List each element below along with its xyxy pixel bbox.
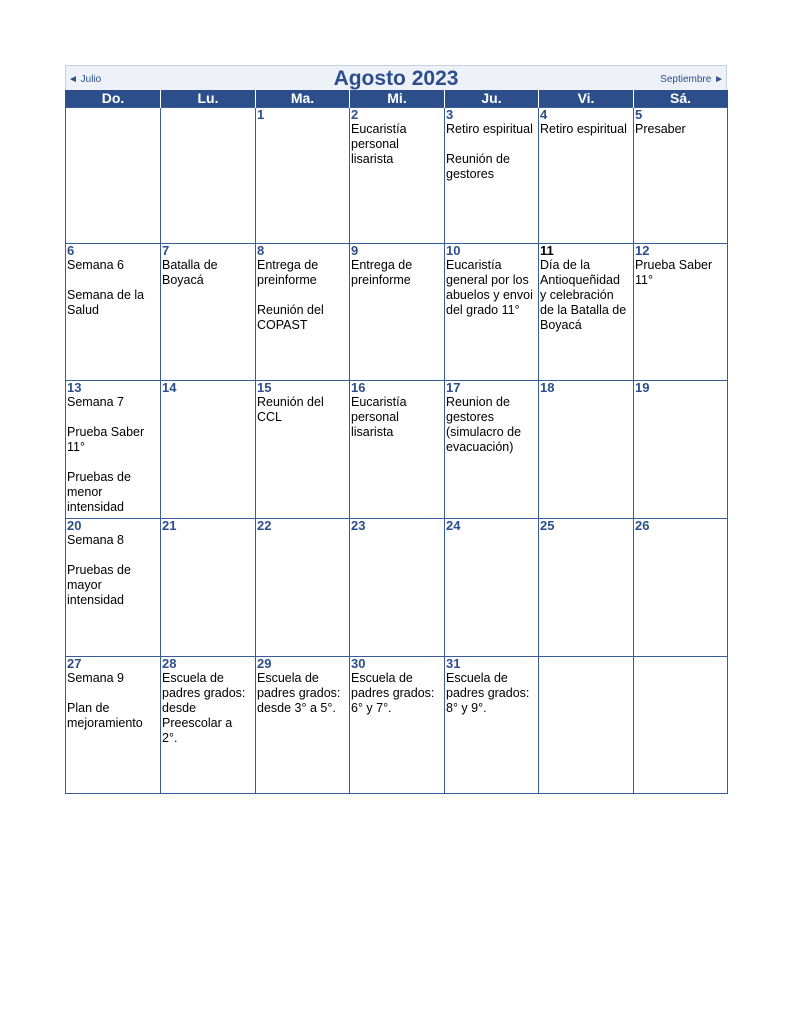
month-title: Agosto 2023: [333, 67, 459, 90]
event-text: Día de la Antioqueñidad y celebración de la Batalla de Boyacá: [540, 258, 627, 332]
weekday-wednesday: Mi.: [350, 90, 445, 108]
day-cell-27[interactable]: [66, 657, 161, 794]
day-cell-29[interactable]: [256, 657, 350, 794]
event-text: Entrega de preinforme: [351, 258, 413, 287]
event-text: Semana 7 Prueba Saber 11° Pruebas de menor intensidad: [67, 395, 145, 514]
day-cell-7[interactable]: [161, 244, 256, 381]
event-text: Escuela de padres grados: 6° y 7°.: [351, 671, 435, 715]
day-number: 14: [162, 380, 177, 395]
day-cell-5[interactable]: [634, 108, 728, 244]
day-cell-24[interactable]: [445, 519, 539, 657]
day-cell-19[interactable]: [634, 381, 728, 519]
day-number: 26: [635, 518, 650, 533]
day-cell-2[interactable]: [350, 108, 445, 244]
event-text: Escuela de padres grados: desde Preescolar a 2°.: [162, 671, 246, 745]
day-cell-30[interactable]: [350, 657, 445, 794]
weekday-header-row: [66, 90, 728, 108]
day-cell-28[interactable]: [161, 657, 256, 794]
day-cell-16[interactable]: [350, 381, 445, 519]
day-cell-12[interactable]: [634, 244, 728, 381]
day-number: 5: [635, 107, 643, 122]
day-number: 30: [351, 656, 366, 671]
weekday-saturday: Sá.: [634, 90, 728, 108]
event-text: Reunión del CCL: [257, 395, 324, 424]
calendar-grid: [65, 90, 728, 794]
event-text: Escuela de padres grados: 8° y 9°.: [446, 671, 530, 715]
day-cell-23[interactable]: [350, 519, 445, 657]
empty-day-cell: [539, 657, 634, 794]
week-row: [66, 244, 728, 381]
event-text: Retiro espiritual: [540, 122, 627, 136]
empty-day-cell: [66, 108, 161, 244]
event-text: Retiro espiritual Reunión de gestores: [446, 122, 533, 181]
weekday-thursday: Ju.: [445, 90, 539, 108]
event-text: Presaber: [635, 122, 686, 136]
empty-day-cell: [634, 657, 728, 794]
empty-day-cell: [161, 108, 256, 244]
day-number: 6: [67, 243, 75, 258]
day-number: 13: [67, 380, 82, 395]
day-cell-11[interactable]: [539, 244, 634, 381]
day-cell-22[interactable]: [256, 519, 350, 657]
day-number: 8: [257, 243, 265, 258]
day-cell-26[interactable]: [634, 519, 728, 657]
day-number: 11: [540, 243, 554, 258]
calendar-header: [65, 65, 727, 90]
prev-month-link[interactable]: ◄ Julio: [68, 74, 102, 85]
event-text: Semana 8 Pruebas de mayor intensidad: [67, 533, 131, 607]
weekday-friday: Vi.: [539, 90, 634, 108]
calendar: [65, 65, 727, 794]
day-number: 4: [540, 107, 548, 122]
week-row: [66, 519, 728, 657]
day-number: 15: [257, 380, 272, 395]
day-number: 17: [446, 380, 461, 395]
event-text: Reunion de gestores (simulacro de evacuación): [446, 395, 522, 454]
event-text: Batalla de Boyacá: [162, 258, 218, 287]
day-number: 31: [446, 656, 461, 671]
event-text: Semana 6 Semana de la Salud: [67, 258, 145, 317]
event-text: Eucaristía general por los abuelos y envoi del grado 11°: [446, 258, 533, 317]
day-cell-31[interactable]: [445, 657, 539, 794]
day-cell-8[interactable]: [256, 244, 350, 381]
event-text: Prueba Saber 11°: [635, 258, 713, 287]
day-number: 22: [257, 518, 272, 533]
day-cell-14[interactable]: [161, 381, 256, 519]
event-text: Semana 9 Plan de mejoramiento: [67, 671, 143, 730]
day-number: 12: [635, 243, 650, 258]
day-cell-10[interactable]: [445, 244, 539, 381]
day-cell-4[interactable]: [539, 108, 634, 244]
day-number: 25: [540, 518, 555, 533]
week-row: [66, 657, 728, 794]
day-cell-1[interactable]: [256, 108, 350, 244]
day-number: 19: [635, 380, 650, 395]
day-cell-17[interactable]: [445, 381, 539, 519]
next-month-link[interactable]: Septiembre ►: [660, 74, 724, 85]
day-number: 10: [446, 243, 461, 258]
weekday-tuesday: Ma.: [256, 90, 350, 108]
day-number: 23: [351, 518, 366, 533]
week-row: [66, 108, 728, 244]
day-number: 20: [67, 518, 82, 533]
day-number: 24: [446, 518, 461, 533]
day-number: 3: [446, 107, 454, 122]
event-text: Eucaristía personal lisarista: [351, 122, 407, 166]
week-row: [66, 381, 728, 519]
event-text: Eucaristía personal lisarista: [351, 395, 407, 439]
day-number: 18: [540, 380, 555, 395]
day-number: 9: [351, 243, 359, 258]
day-number: 2: [351, 107, 359, 122]
day-cell-25[interactable]: [539, 519, 634, 657]
event-text: Entrega de preinforme Reunión del COPAST: [257, 258, 324, 332]
day-cell-3[interactable]: [445, 108, 539, 244]
day-number: 29: [257, 656, 272, 671]
event-text: Escuela de padres grados: desde 3° a 5°.: [257, 671, 341, 715]
day-number: 7: [162, 243, 170, 258]
day-number: 27: [67, 656, 82, 671]
day-cell-9[interactable]: [350, 244, 445, 381]
day-cell-6[interactable]: [66, 244, 161, 381]
day-cell-13[interactable]: [66, 381, 161, 519]
weekday-monday: Lu.: [161, 90, 256, 108]
day-cell-21[interactable]: [161, 519, 256, 657]
day-cell-15[interactable]: [256, 381, 350, 519]
weekday-sunday: Do.: [66, 90, 161, 108]
day-number: 1: [257, 107, 265, 122]
day-number: 21: [162, 518, 177, 533]
day-number: 16: [351, 380, 366, 395]
day-cell-20[interactable]: [66, 519, 161, 657]
day-number: 28: [162, 656, 177, 671]
day-cell-18[interactable]: [539, 381, 634, 519]
